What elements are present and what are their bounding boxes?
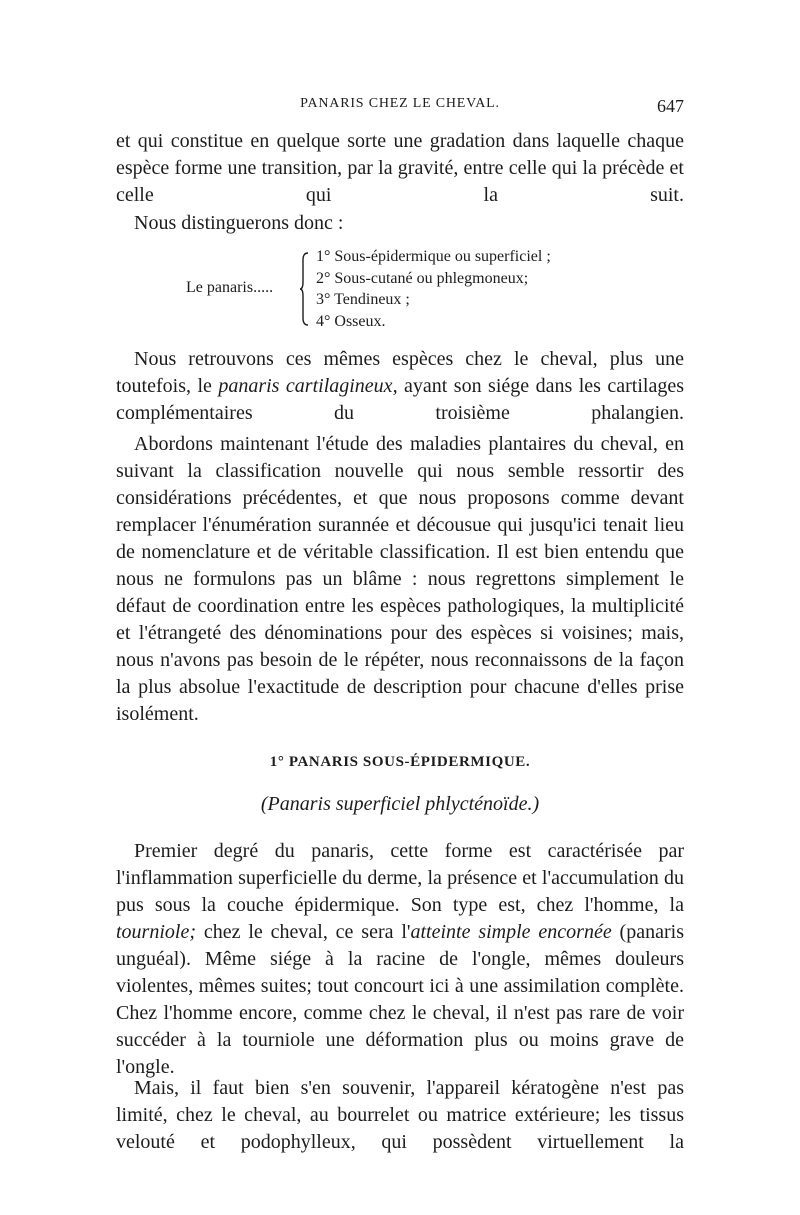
horse-text-emphasis: panaris cartilagineux, — [218, 375, 398, 397]
approach-text: Abordons maintenant l'étude des maladies plantaires du cheval, en suivant la classification nouvelle qui nous semble ressortir des considérations précédentes, et que nous proposons comme devant remplacer l'énumération surannée et décousue qui jusqu'ici tenait lieu de nomenclature et de véritable classification. Il est bien entendu que nous ne formulons pas un blâme : nous regrettons simplement le défaut de coordination entre les espèces pathologiques, la multiplicité et l'étrangeté des dénominations pour des espèces si voisines; mais, nous n'avons pas besoin de le répéter, nous reconnaissons de la façon la plus absolue l'exactitude de description pour chacune d'elles prise isolément. — [116, 433, 684, 725]
classification-item: 3° Tendineux ; — [316, 291, 410, 308]
section-heading: 1° PANARIS SOUS-ÉPIDERMIQUE. — [269, 754, 531, 770]
running-header — [116, 96, 684, 122]
final-text: Mais, il faut bien s'en souvenir, l'appareil kératogène n'est pas limité, chez le cheval, au bourrelet ou matrice extérieure; les tissus velouté et podophylleux, qui possèdent virtuellement la — [116, 1077, 684, 1153]
section-subheading: (Panaris superficiel phlycténoïde.) — [260, 793, 540, 815]
final-paragraph — [116, 1075, 684, 1156]
first-degree-em2: atteinte simple encornée — [410, 921, 612, 943]
approach-paragraph — [116, 431, 684, 728]
first-degree-part1: Premier degré du panaris, cette forme est caractérisée par l'inflammation superficielle du derme, la présence et l'accumulation du pus sous la couche épidermique. Son type est, chez l'homme, la — [116, 840, 684, 916]
classification-block — [116, 246, 684, 336]
running-title: PANARIS CHEZ LE CHEVAL. — [300, 96, 500, 111]
curly-brace-icon — [300, 252, 310, 326]
distinguish-text: Nous distinguerons donc : — [134, 212, 344, 234]
first-degree-part2: chez le cheval, ce sera l' — [196, 921, 411, 943]
first-degree-part3: (panaris unguéal). Même siége à la racine de l'ongle, mêmes douleurs violentes, mêmes suites; tout concourt ici à une assimilation complète. Chez l'homme encore, comme chez le cheval, il n'est pas rare de voir succéder à la tourniole une déformation plus ou moins grave de l'ongle. — [116, 921, 684, 1078]
horse-paragraph — [116, 346, 684, 427]
classification-label: Le panaris..... — [186, 279, 274, 296]
intro-paragraph — [116, 128, 684, 209]
page-number: 647 — [657, 96, 684, 116]
first-degree-em1: tourniole; — [116, 921, 196, 943]
first-degree-paragraph — [116, 838, 684, 1081]
classification-list — [316, 246, 551, 332]
distinguish-line — [116, 210, 684, 237]
horse-text-before: Nous retrouvons ces mêmes espèces chez le cheval, plus une toutefois, le — [116, 348, 684, 397]
intro-text: et qui constitue en quelque sorte une gradation dans laquelle chaque espèce forme une transition, par la gravité, entre celle qui la précède et celle qui la suit. — [116, 130, 684, 206]
classification-item: 4° Osseux. — [316, 312, 386, 330]
classification-item: 2° Sous-cutané ou phlegmoneux; — [316, 269, 529, 287]
horse-text-after: ayant son siége dans les cartilages complémentaires du troisième phalangien. — [116, 375, 685, 424]
classification-item: 1° Sous-épidermique ou superficiel ; — [316, 248, 551, 265]
